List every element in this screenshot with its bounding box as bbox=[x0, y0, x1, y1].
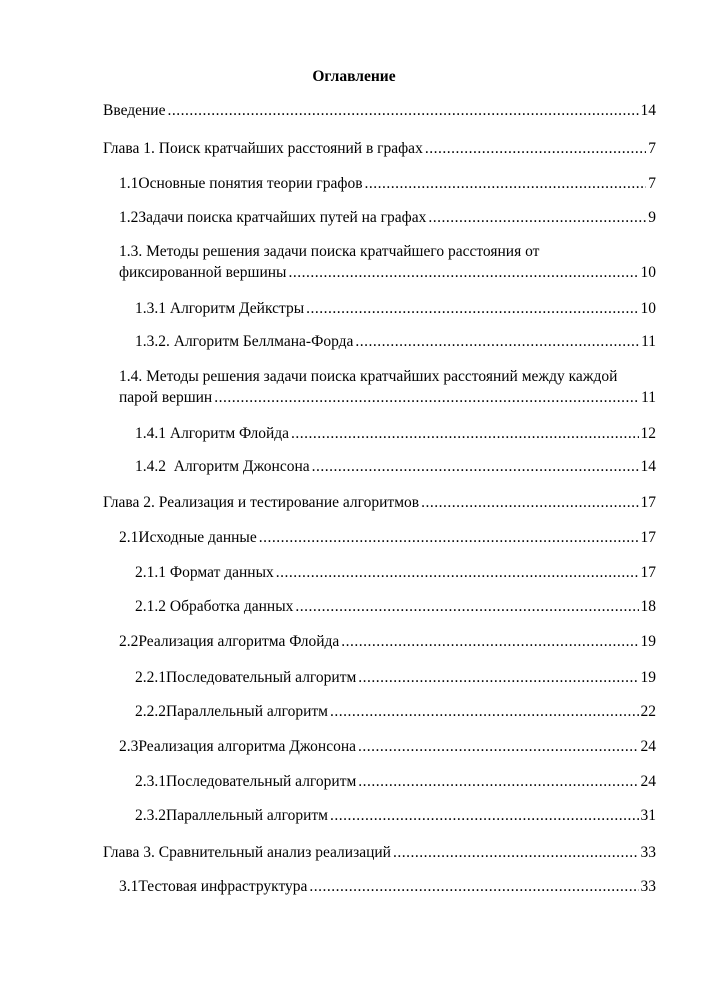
toc-page-number: 17 bbox=[640, 564, 656, 581]
toc-page-number: 18 bbox=[640, 598, 656, 615]
toc-page-number: 14 bbox=[640, 102, 656, 119]
toc-entry[interactable] bbox=[135, 425, 656, 443]
toc-entry-text: Основные понятия теории графов bbox=[138, 175, 363, 192]
dot-leader bbox=[358, 773, 638, 791]
toc-entry[interactable] bbox=[135, 458, 656, 476]
toc-section-number: 2.1 bbox=[119, 529, 139, 546]
toc-entry[interactable] bbox=[135, 564, 656, 582]
toc-section-number: 1.1 bbox=[119, 175, 139, 192]
toc-page-number: 22 bbox=[640, 703, 656, 720]
toc-entry[interactable] bbox=[119, 529, 656, 547]
toc-entry-text: 1.4.1 Алгоритм Флойда bbox=[135, 425, 290, 442]
toc-title: Оглавление bbox=[312, 68, 396, 85]
toc-page-number: 11 bbox=[641, 389, 656, 406]
toc-page-number: 24 bbox=[640, 773, 656, 790]
toc-page-number: 17 bbox=[640, 494, 656, 511]
toc-entry-text: Задачи поиска кратчайших путей на графах bbox=[138, 209, 427, 226]
toc-section-number: 2.3.2 bbox=[135, 807, 166, 824]
toc-entry-text: Глава 2. Реализация и тестирование алгоритмов bbox=[103, 494, 420, 511]
toc-page-number: 7 bbox=[648, 140, 656, 157]
toc-entry-text: фиксированной вершины bbox=[119, 264, 287, 281]
toc-entry[interactable] bbox=[119, 175, 656, 193]
dot-leader bbox=[167, 102, 638, 120]
dot-leader bbox=[421, 494, 638, 512]
toc-section-number: 3.1 bbox=[119, 878, 139, 895]
toc-entry[interactable] bbox=[135, 703, 656, 721]
toc-entry[interactable] bbox=[103, 844, 656, 862]
toc-entry-text: Введение bbox=[103, 102, 166, 119]
dot-leader bbox=[295, 598, 638, 616]
toc-page-number: 19 bbox=[640, 633, 656, 650]
toc-page-number: 10 bbox=[640, 264, 656, 281]
toc-entry-text: 2.1.1 Формат данных bbox=[135, 564, 274, 581]
toc-page-number: 31 bbox=[640, 807, 656, 824]
toc-entry-text: парой вершин bbox=[119, 389, 213, 406]
toc-entry-text: Глава 3. Сравнительный анализ реализаций bbox=[103, 844, 391, 861]
toc-entry-text: Глава 1. Поиск кратчайших расстояний в графах bbox=[103, 140, 423, 157]
dot-leader bbox=[291, 425, 638, 443]
toc-page-number: 12 bbox=[640, 425, 656, 442]
dot-leader bbox=[214, 389, 639, 407]
toc-section-number: 2.2.2 bbox=[135, 703, 166, 720]
toc-entry-text: Исходные данные bbox=[138, 529, 257, 546]
toc-page-number: 19 bbox=[640, 669, 656, 686]
toc-section-number: 1.2 bbox=[119, 209, 139, 226]
toc-entry[interactable] bbox=[119, 633, 656, 651]
toc-entry-text: Параллельный алгоритм bbox=[166, 703, 328, 720]
dot-leader bbox=[393, 844, 639, 862]
toc-entry-text-line1: 1.3. Методы решения задачи поиска кратчайшего расстояния от bbox=[119, 243, 540, 260]
dot-leader bbox=[330, 807, 639, 825]
dot-leader bbox=[365, 175, 647, 193]
dot-leader bbox=[312, 458, 639, 476]
dot-leader bbox=[259, 529, 639, 547]
toc-entry[interactable] bbox=[103, 102, 656, 120]
toc-entry-text: 1.3.2. Алгоритм Беллмана-Форда bbox=[135, 333, 354, 350]
toc-entry[interactable] bbox=[135, 773, 656, 791]
dot-leader bbox=[428, 209, 646, 227]
toc-page-number: 14 bbox=[640, 458, 656, 475]
toc-entry-text-line1: 1.4. Методы решения задачи поиска кратчайших расстояний между каждой bbox=[119, 368, 618, 385]
dot-leader bbox=[276, 564, 639, 582]
toc-entry-text: Последовательный алгоритм bbox=[166, 773, 357, 790]
toc-entry[interactable] bbox=[119, 243, 656, 282]
toc-entry-text: Реализация алгоритма Флойда bbox=[138, 633, 340, 650]
toc-entry-text: 1.3.1 Алгоритм Дейкстры bbox=[135, 300, 305, 317]
dot-leader bbox=[288, 264, 638, 282]
dot-leader bbox=[341, 633, 638, 651]
dot-leader bbox=[355, 333, 639, 351]
toc-entry-text: Реализация алгоритма Джонсона bbox=[138, 738, 356, 755]
toc-page-number: 24 bbox=[640, 738, 656, 755]
toc-entry[interactable] bbox=[135, 807, 656, 825]
toc-page-number: 17 bbox=[640, 529, 656, 546]
toc-section-number: 2.3.1 bbox=[135, 773, 166, 790]
toc-entry[interactable] bbox=[103, 494, 656, 512]
toc-section-number: 2.3 bbox=[119, 738, 139, 755]
dot-leader bbox=[306, 300, 638, 318]
toc-entry-text: 2.1.2 Обработка данных bbox=[135, 598, 294, 615]
toc-entry[interactable] bbox=[135, 333, 656, 351]
toc-entry-text: Параллельный алгоритм bbox=[166, 807, 328, 824]
toc-entry[interactable] bbox=[119, 878, 656, 896]
dot-leader bbox=[425, 140, 646, 158]
toc-entry[interactable] bbox=[103, 140, 656, 158]
toc-entry[interactable] bbox=[119, 738, 656, 756]
toc-page-number: 11 bbox=[641, 333, 656, 350]
toc-entry[interactable] bbox=[135, 598, 656, 616]
toc-section-number: 2.2 bbox=[119, 633, 139, 650]
dot-leader bbox=[358, 738, 639, 756]
toc-entry[interactable] bbox=[119, 368, 656, 407]
toc-page-number: 10 bbox=[640, 300, 656, 317]
toc-entry-text: 1.4.2 Алгоритм Джонсона bbox=[135, 458, 310, 475]
toc-section-number: 2.2.1 bbox=[135, 669, 166, 686]
toc-page-number: 33 bbox=[640, 878, 656, 895]
toc-entry[interactable] bbox=[135, 669, 656, 687]
toc-entry-text: Тестовая инфраструктура bbox=[138, 878, 308, 895]
dot-leader bbox=[358, 669, 638, 687]
toc-page-number: 7 bbox=[648, 175, 656, 192]
toc-entry[interactable] bbox=[135, 300, 656, 318]
dot-leader bbox=[309, 878, 638, 896]
toc-page-number: 9 bbox=[648, 209, 656, 226]
toc-page-number: 33 bbox=[640, 844, 656, 861]
toc-entry[interactable] bbox=[119, 209, 656, 227]
dot-leader bbox=[330, 703, 639, 721]
toc-entry-text: Последовательный алгоритм bbox=[166, 669, 357, 686]
